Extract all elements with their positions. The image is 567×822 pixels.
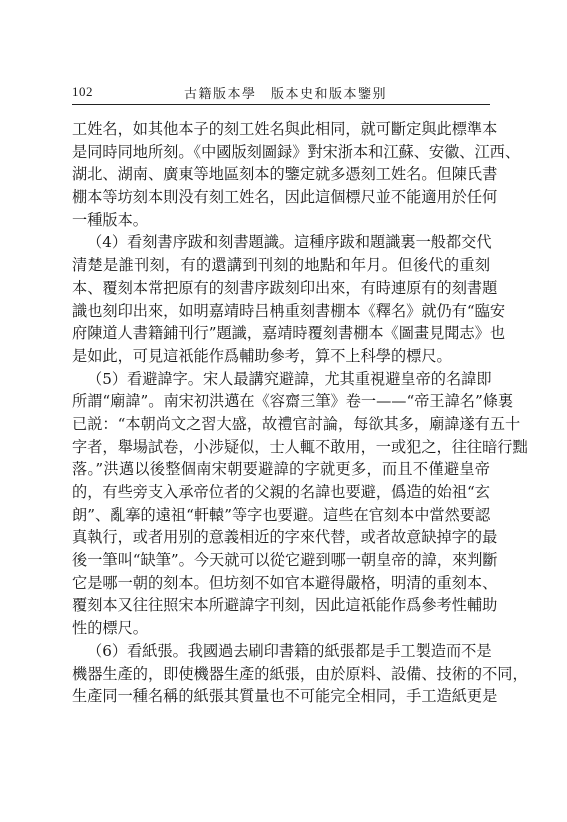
text-line: 落。”洪邁以後整個南宋朝要避諱的字就更多，而且不僅避皇帝	[72, 460, 490, 479]
page-number: 102	[72, 84, 93, 99]
text-line: 已説：“本朝尚文之習大盛，故禮官討論，每欲其多，廟諱遂有五十	[72, 414, 521, 433]
text-line: 機器生產的，即使機器生產的紙張，由於原料、設備、技術的不同，	[72, 664, 528, 683]
text-line: 性的標尺。	[72, 619, 148, 638]
text-line: 所謂“廟諱”。南宋初洪邁在《容齋三筆》卷一——“帝王諱名”條裏	[72, 392, 514, 411]
text-line: 字者，舉場試卷，小涉疑似，士人輒不敢用，一或犯之，往往暗行黜	[72, 437, 528, 456]
text-line: 本、覆刻本常把原有的刻書序跋刻印出來，有時連原有的刻書題	[72, 278, 498, 297]
text-line: 真執行，或者用别的意義相近的字來代替，或者故意缺掉字的最	[72, 528, 498, 547]
paragraph-first-line: （6）看紙張。我國過去刷印書籍的紙張都是手工製造而不是	[87, 641, 492, 660]
paragraph-first-line: （4）看刻書序跋和刻書題識。這種序跋和題識裏一般都交代	[87, 233, 492, 252]
text-line: 識也刻印出來，如明嘉靖時吕柟重刻書棚本《釋名》就仍有“臨安	[72, 301, 506, 320]
text-line: 一種版本。	[72, 210, 148, 229]
text-line: 府陳道人書籍鋪刊行”題識，嘉靖時覆刻書棚本《圖畫見聞志》也	[72, 324, 506, 343]
paragraph-first-line: （5）看避諱字。宋人最講究避諱，尤其重視避皇帝的名諱即	[87, 369, 492, 388]
text-line: 清楚是誰刊刻，有的還講到刊刻的地點和年月。但後代的重刻	[72, 256, 490, 275]
text-line: 湖北、湖南、廣東等地區刻本的鑒定就多憑刻工姓名。但陳氏書	[72, 165, 498, 184]
text-line: 朗”、亂搴的遠祖“軒轅”等字也要避。這些在官刻本中當然要認	[72, 505, 491, 524]
text-line: 的，有些旁支入承帝位者的父親的名諱也要避，僞造的始祖“玄	[72, 483, 490, 501]
text-line: 是同時同地所刻。《中國版刻圖録》對宋浙本和江蘇、安徽、江西、	[72, 142, 521, 161]
text-line: 生產同一種名稱的紙張其質量也不可能完全相同，手工造紙更是	[72, 687, 498, 706]
text-line: 它是哪一朝的刻本。但坊刻不如官本避得嚴格，明清的重刻本、	[72, 573, 498, 592]
running-title: 古籍版本學 版本史和版本鑒别	[184, 87, 388, 102]
text-line: 覆刻本又往往照宋本所避諱字刊刻，因此這祇能作爲參考性輔助	[72, 596, 498, 615]
text-line: 是如此，可見這祇能作爲輔助參考，算不上科學的標尺。	[72, 346, 452, 365]
text-line: 棚本等坊刻本則没有刻工姓名，因此這個標尺並不能適用於任何	[72, 188, 498, 207]
text-line: 後一筆叫“缺筆”。今天就可以從它避到哪一朝皇帝的諱，來判斷	[72, 551, 498, 570]
body-text	[72, 118, 528, 708]
page-header	[72, 82, 490, 105]
text-line: 工姓名，如其他本子的刻工姓名與此相同，就可斷定與此標準本	[72, 120, 498, 138]
